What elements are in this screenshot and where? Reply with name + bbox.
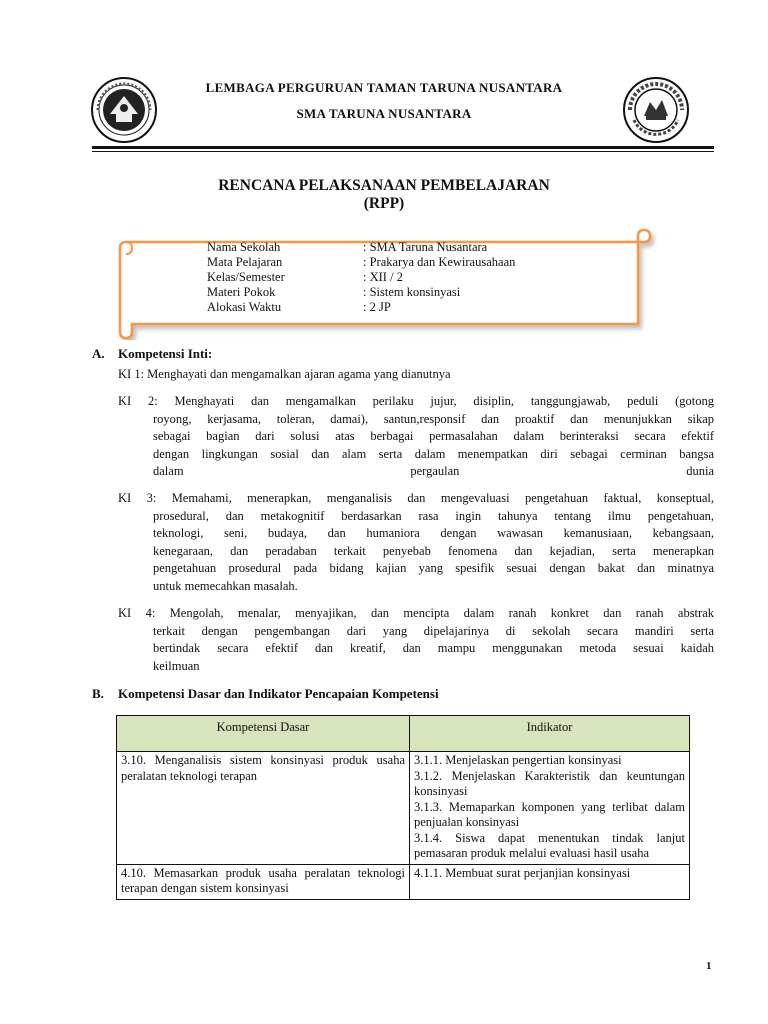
ki-2-line: sebagai bagian dari solusi atas berbagai permasalahan dalam berinteraksi secara efektif — [153, 429, 714, 444]
identity-label: Mata Pelajaran — [207, 255, 283, 269]
ki-3 — [118, 490, 714, 596]
kd-cell: 4.10. Memasarkan produk usaha peralatan teknologi terapan dengan sistem konsinyasi — [117, 864, 410, 899]
ki-4-line: keilmuan — [153, 658, 200, 673]
ki-2-continuation — [118, 411, 714, 481]
identity-label: Nama Sekolah — [207, 240, 281, 254]
school-name: SMA TARUNA NUSANTARA — [296, 106, 472, 121]
ki-3-line: pengetahuan prosedural pada bidang kajian yang spesifik sesuai dengan bakat dan minatnya — [153, 561, 714, 576]
table-header-indikator: Indikator — [410, 716, 690, 752]
indikator-cell — [410, 752, 690, 865]
document-abbreviation: (RPP) — [363, 195, 405, 212]
ki-4-continuation — [118, 623, 714, 676]
identity-value: : SMA Taruna Nusantara — [363, 240, 488, 254]
identity-label: Materi Pokok — [207, 285, 276, 299]
ki-3-line: untuk memecahkan masalah. — [153, 578, 298, 593]
table-header-kd: Kompetensi Dasar — [117, 716, 410, 752]
ki-3-line: prosedural, dan metakognitif berdasarkan rasa ingin tahunya tentang ilmu pengetahuan, — [153, 508, 714, 523]
identity-value: : Sistem konsinyasi — [363, 285, 461, 299]
identity-label: Kelas/Semester — [207, 270, 285, 284]
table-header-row — [117, 716, 690, 752]
section-a-letter: A. — [92, 346, 105, 361]
indikator-item: 3.1.2. Menjelaskan Karakteristik dan keuntungan konsinyasi — [414, 768, 685, 798]
ki-3-continuation — [118, 508, 714, 596]
ki-2 — [118, 393, 714, 481]
identity-value: : Prakarya dan Kewirausahaan — [363, 255, 516, 269]
header-rule-thick — [92, 146, 714, 149]
ki-4-line: bertindak secara efektif dan kreatif, dan mampu menggunakan metoda sesuai kaidah — [153, 641, 714, 656]
ki-4 — [118, 605, 714, 675]
ki-1-line: KI 1: Menghayati dan mengamalkan ajaran agama yang dianutnya — [118, 367, 451, 381]
indikator-item: 3.1.4. Siswa dapat menentukan tindak lanjut pemasaran produk melalui evaluasi hasil usaha — [414, 830, 685, 860]
section-b-letter: B. — [92, 686, 104, 701]
ki-2-line: dengan lingkungan sosial dan alam serta dalam menempatkan diri sebagai cerminan bangsa — [153, 446, 714, 461]
institution-name: LEMBAGA PERGURUAN TAMAN TARUNA NUSANTARA — [205, 80, 563, 95]
table-row — [117, 752, 690, 865]
indikator-item: 4.1.1. Membuat surat perjanjian konsinyasi — [414, 865, 631, 880]
page-number: 1 — [706, 960, 712, 972]
ki-1 — [118, 366, 714, 384]
identity-value: : XII / 2 — [363, 270, 403, 284]
ki-3-line: teknologi, seni, budaya, dan humaniora dengan wawasan kemanusiaan, kebangsaan, — [153, 526, 714, 541]
header-rule-thin — [92, 151, 714, 152]
ki-2-line: royong, kerjasama, toleran, damai), santun,responsif dan proaktif dan menunjukkan sikap — [153, 411, 714, 426]
ki-3-line: kenegaraan, dan peradaban terkait penyebab fenomena dan kejadian, serta menerapkan — [153, 543, 714, 558]
ki-2-line: dalam pergaulan dunia — [153, 464, 714, 479]
ki-3-first-line: KI 3: Memahami, menerapkan, menganalisis dan mengevaluasi pengetahuan faktual, konseptual, — [118, 491, 714, 505]
indikator-item: 3.1.1. Menjelaskan pengertian konsinyasi — [414, 753, 622, 767]
identity-value: : 2 JP — [363, 300, 391, 314]
indikator-item: 3.1.3. Memaparkan komponen yang terlibat dalam penjualan konsinyasi — [414, 799, 685, 829]
ki-2-first-line: KI 2: Menghayati dan mengamalkan perilaku jujur, disiplin, tanggungjawab, peduli (gotong — [118, 394, 714, 408]
kd-cell: 3.10. Menganalisis sistem konsinyasi produk usaha peralatan teknologi terapan — [117, 752, 410, 865]
ki-4-line: terkait dengan pengembangan dari yang dipelajarinya di sekolah secara mandiri serta — [153, 623, 714, 638]
kd-indikator-table — [116, 715, 690, 900]
section-a-title: Kompetensi Inti: — [118, 346, 213, 361]
document-title: RENCANA PELAKSANAAN PEMBELAJARAN — [218, 177, 550, 194]
indikator-cell — [410, 864, 690, 899]
ki-4-first-line: KI 4: Mengolah, menalar, menyajikan, dan mencipta dalam ranah konkret dan ranah abstrak — [118, 606, 714, 620]
section-b-title: Kompetensi Dasar dan Indikator Pencapaian Kompetensi — [118, 686, 439, 701]
identity-label: Alokasi Waktu — [207, 300, 282, 314]
table-row — [117, 864, 690, 899]
